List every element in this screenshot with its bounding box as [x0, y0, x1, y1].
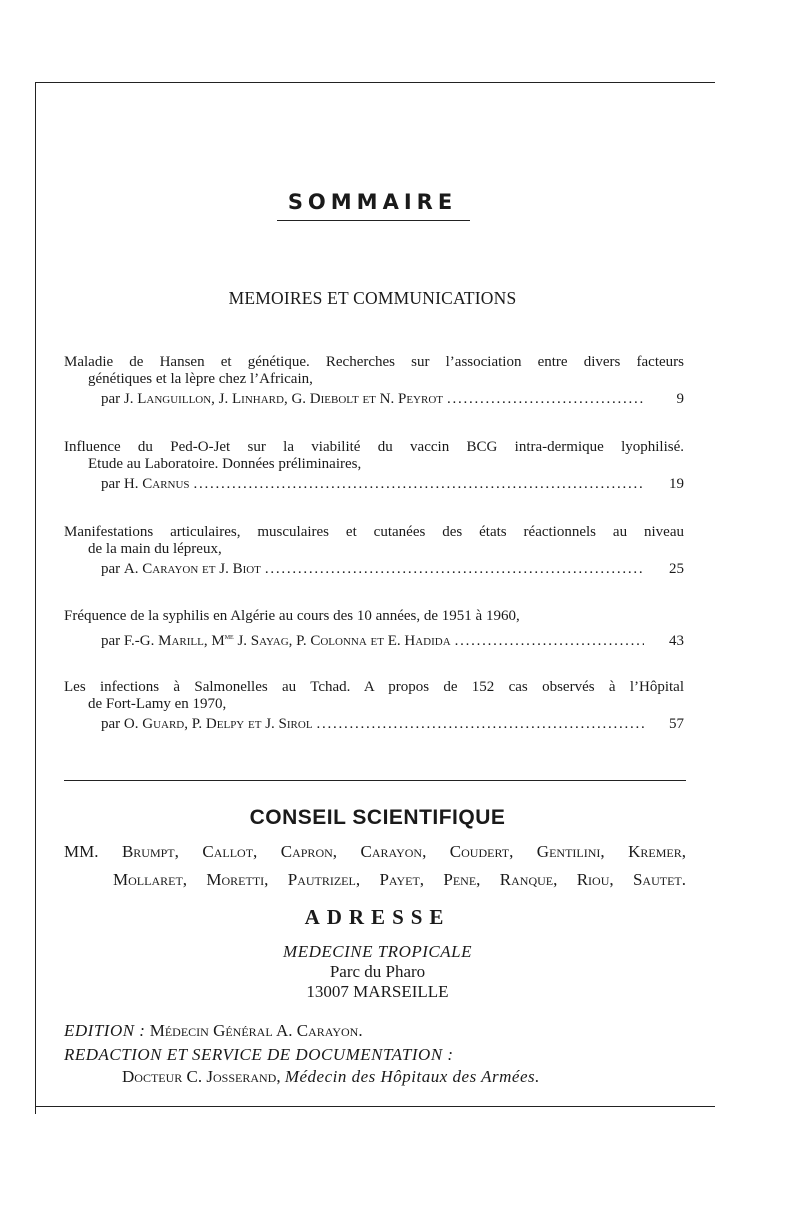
entry-byline [64, 391, 684, 408]
page-title: SOMMAIRE [287, 190, 458, 214]
byline-prefix: par [101, 633, 121, 649]
address-street: Parc du Pharo [329, 962, 426, 981]
entry-authors: J. Languillon, J. Linhard, G. Diebolt et N. Peyrot [123, 391, 443, 407]
edition-label: EDITION : [64, 1021, 146, 1040]
entry-authors: O. Guard, P. Delpy et J. Sirol [123, 716, 313, 732]
byline-prefix: par [101, 391, 121, 407]
entry-page-number: 19 [669, 476, 684, 492]
entry-page-number: 57 [669, 716, 684, 732]
leader-dots [194, 476, 644, 493]
entry-authors: A. Carayon et J. Biot [123, 561, 261, 577]
entry-authors: F.-G. Marill, $M^{me}$ J. Sayag, P. Colonna et E. Hadida [123, 631, 451, 649]
toc-entry[interactable] [64, 608, 684, 650]
address-city: 13007 MARSEILLE [306, 982, 449, 1001]
entry-byline [64, 561, 684, 578]
entry-title-line-1: Fréquence de la syphilis en Algérie au cours des 10 années, de 1951 à 1960, [64, 608, 520, 624]
toc-entry[interactable] [64, 524, 684, 578]
entry-title-line-1: Manifestations articulaires, musculaires et cutanées des états réactionnels au niveau [64, 524, 684, 540]
conseil-members-line-2: Mollaret, Moretti, Pautrizel, Payet, Pene, Ranque, Riou, Sautet. [113, 870, 686, 889]
entry-authors: H. Carnus [123, 476, 190, 492]
frame-left-stub [35, 1106, 36, 1114]
entry-title-line-2: de Fort-Lamy en 1970, [88, 696, 227, 712]
entry-page-number: 9 [676, 391, 684, 407]
toc-entry[interactable] [64, 439, 684, 493]
entry-title-line-2: de la main du lépreux, [88, 541, 222, 557]
byline-prefix: par [101, 716, 121, 732]
redaction-label: REDACTION ET SERVICE DE DOCUMENTATION : [64, 1045, 454, 1064]
toc-entry[interactable] [64, 679, 684, 733]
edition-line [64, 1021, 363, 1041]
entry-title-line-1: Les infections à Salmonelles au Tchad. A propos de 152 cas observés à l’Hôpital [64, 679, 684, 695]
leader-dots [455, 633, 644, 650]
byline-prefix: par [101, 476, 121, 492]
leader-dots [317, 716, 644, 733]
entry-page-number: 25 [669, 561, 684, 577]
redaction-line [64, 1045, 454, 1065]
entry-title-line-2: Etude au Laboratoire. Données préliminaires, [88, 456, 362, 472]
toc-entry[interactable] [64, 354, 684, 408]
redaction-contact-line [122, 1067, 540, 1087]
section-divider [64, 780, 686, 781]
entry-byline [64, 628, 684, 650]
title-underline [277, 220, 470, 221]
frame-bottom-rule [35, 1106, 715, 1107]
adresse-heading: ADRESSE [304, 905, 451, 929]
edition-value: Médecin Général A. Carayon. [149, 1021, 363, 1040]
conseil-members-line-1: MM. Brumpt, Callot, Capron, Carayon, Coudert, Gentilini, Kremer, [64, 842, 686, 861]
entry-title-line-2: génétiques et la lèpre chez l’Africain, [88, 371, 313, 387]
entry-title-line-1: Influence du Ped-O-Jet sur la viabilité du vaccin BCG intra-dermique lyophilisé. [64, 439, 684, 455]
redaction-role: Médecin des Hôpitaux des Armées. [284, 1067, 540, 1086]
conseil-heading: CONSEIL SCIENTIFIQUE [249, 806, 506, 829]
entry-byline [64, 476, 684, 493]
byline-prefix: par [101, 561, 121, 577]
address-journal-name: MEDECINE TROPICALE [283, 942, 472, 961]
leader-dots [265, 561, 644, 578]
leader-dots [447, 391, 644, 408]
section-heading: MEMOIRES ET COMMUNICATIONS [228, 288, 517, 308]
frame-top-rule [35, 82, 715, 83]
entry-byline [64, 716, 684, 733]
entry-page-number: 43 [669, 633, 684, 649]
entry-title-line-1: Maladie de Hansen et génétique. Recherches sur l’association entre divers facteurs [64, 354, 684, 370]
redaction-name: Docteur C. Josserand, [122, 1067, 281, 1086]
